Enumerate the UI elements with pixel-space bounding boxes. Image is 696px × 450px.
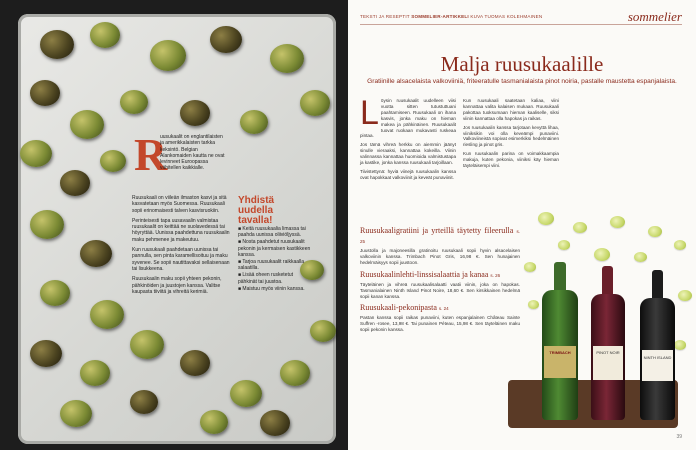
brussels-sprout: [40, 280, 70, 306]
recipe-title: Ruusukaalinlehti-linssisalaattia ja kanaa s. 26: [360, 269, 501, 279]
body-paragraph: Kun ruusukaali saatetaan kaliaa, viini kannattaa valita kalaisen mukaan. Ruusukaali pakottaa tuoksumaan hieman kaaliselle, siksi viinin kannattaa olla hapokas ja raikas.: [463, 98, 559, 121]
sidebar-item: ■ Keitä ruusukaalia limassa tai paahda uunissa oliiviöljyssä.: [238, 226, 306, 239]
brussels-sprout: [30, 80, 60, 106]
recipe-text: Juustolla ja majoneesilla gratinoitu ruusukaali sopii hyvin alsacelaisen valkoviinin kanssa. Trimbach Pinot Gris, 16,98 €. Sen hunajainen hedelmäisyys sopii juustoon.: [360, 248, 520, 265]
recipes-column: [360, 222, 520, 336]
body-paragraph: öysin ruusukaalit uudelleen viisi vuotta sitten tutustuttuani paahtamiseen. Ruusukaali on ihana kasvis, jonka maku on hieman makea ja pähkinäinen. Ruusukaalit tuovat ruokaan mukavasti ruskeaa pintaa.: [360, 98, 456, 139]
brussels-sprout: [200, 410, 228, 434]
section-name: sommelier: [627, 9, 682, 24]
left-dropcap: R: [134, 129, 168, 180]
brussels-sprout: [90, 300, 124, 329]
brussels-sprout: [240, 110, 268, 134]
credits-line: TEKSTI JA RESEPTIT SOMMELIER-ARTIKKELI KUVA TUOMAS KOLEHMAINEN: [360, 14, 543, 19]
sprout-slice: [610, 216, 625, 228]
intro-column: [132, 195, 230, 299]
right-page: TEKSTI JA RESEPTIT SOMMELIER-ARTIKKELI KUVA TUOMAS KOLEHMAINEN sommelier Malja ruusukaalille Gratiinille alsacelaista valkoviiniä, friteeratulle tasmanialaista pinot noiria, pastalle maustetta espanjalaista. L öysin ruusukaalit uudelleen viisi vuotta sitten tutustuttuani paahtamiseen. Ruusukaali on ihana kasvis, jonka maku on hieman makea ja pähkinäinen. Ruusukaalit tuovat ruokaan mukavasti ruskeaa pintaa. Jos tämä vihreä herkku on aiemmin jäänyt sinulle vieraaksi, kannattaa kokeilla. Viinin valinnassa kannattaa huomioida valmistustapa ja kastike, jonka kanssa ruusukaali tarjoillaan. Tiivistettynä: hyviä viinejä ruusukaalin kanssa ovat hapokkaat valkoviinit ja keveät punaviinit. Kun ruusukaali saatetaan kaliaa, viini kannattaa valita kalaisen mukaan. Ruusukaali pakottaa tuoksumaan hieman kaaliselle, siksi viinin kannattaa olla hapokas ja raikas. Jos ruusukaalin kanssa tarjotaan kevyttä lihaa, viiniksikin voi olla keveämpi punaviini. Valkoviineistä sopivat esimerkiksi hedelmäinen riesling ja pinot gris. Kun ruusukaalin parina on voimakkaampia makuja, kuten pekonia, viiniksi käy hieman täyteläisempi viini. Ruusukaaligratiini ja yrteillä täytetty fileerulla s. 25 Juustolla ja majoneesilla gratinoitu ruusukaali sopii hyvin alsacelaisen valkoviinin kanssa. Trimbach Pinot Gris, 16,98 €. Sen hunajainen hedelmäisyys sopii juustoon. Ruusukaalinlehti-linssisalaattia ja kanaa s. 26 Täyteläinen ja vihreä ruusukaalisalaatti vaatii viinin, joka on hapokas. Tasmanialainen Ninth Island Pinot Noire, 18,60 €. Sen kirsikkainen hedelmä sopii kanan kanssa. Ruusukaali-pekonipasta s. 24 Pastan kanssa sopii raikas punaviini, kuten espanjalainen Château Sainte Suffren -rosee, 13,98 €. Tai punainen Péteau, 15,98 €. Sen täyteläinen maku sopii pekonin kanssa. TRIMBACH PINOT NOIR NINTH ISLAND 39: [348, 0, 696, 450]
brussels-sprout: [130, 330, 164, 359]
article-subtitle: Gratiinille alsacelaista valkoviiniä, friteeratulle tasmanialaista pinot noiria, pastalle maustetta espanjalaista.: [367, 78, 677, 85]
sprout-slice: [674, 240, 686, 250]
brussels-sprout: [280, 360, 310, 386]
brussels-sprout: [270, 44, 304, 73]
brussels-sprout: [100, 150, 126, 172]
brussels-sprout: [80, 240, 112, 267]
brussels-sprout: [300, 90, 330, 116]
recipe-text: Täyteläinen ja vihreä ruusukaalisalaatti vaatii viinin, joka on hapokas. Tasmanialainen Ninth Island Pinot Noire, 18,60 €. Sen kirsikkainen hedelmä sopii kanan kanssa.: [360, 281, 520, 299]
body-paragraph: Jos tämä vihreä herkku on aiemmin jäänyt sinulle vieraaksi, kannattaa kokeilla. Viinin valinnassa kannattaa huomioida valmistustapa ja kastike, jonka kanssa ruusukaali tarjoillaan.: [360, 142, 456, 166]
sprout-slice: [648, 226, 662, 237]
intro-paragraph: uusukaalit on englantilaisten ja amerikkalaisten tarkka keksintö. Belgian Alankomaiden kautta ne ovat levinneet Euroopassa vähitellen kaikkialle.: [160, 134, 225, 172]
article-title: Malja ruusukaalille: [440, 52, 604, 76]
recipe-text: Pastan kanssa sopii raikas punaviini, kuten espanjalainen Château Sainte Suffren -rosee, 13,98 €. Tai punainen Péteau, 15,98 €. Sen täyteläinen maku sopii pekonin kanssa.: [360, 315, 520, 333]
brussels-sprout: [150, 40, 186, 71]
brussels-sprout: [180, 350, 210, 376]
brussels-sprout: [30, 340, 62, 367]
brussels-sprout: [60, 170, 90, 196]
body-paragraph: Jos ruusukaalin kanssa tarjotaan kevyttä lihaa, viiniksikin voi olla keveämpi punaviini. Valkoviineistä sopivat esimerkiksi hedelmäinen riesling ja pinot gris.: [463, 124, 559, 148]
brussels-sprout: [40, 30, 74, 59]
intro-paragraph: Ruusukaali on viileän ilmaston kasvi ja sitä kasvatetaan myös Suomessa. Ruusukaali sopii erinomaisesti talven kasvisruokiin.: [132, 195, 227, 214]
sprout-slice: [524, 262, 536, 272]
page-number: 39: [676, 434, 682, 440]
sprout-slice: [558, 240, 570, 250]
brussels-sprout: [90, 22, 120, 48]
body-paragraph: Tiivistettynä: hyviä viinejä ruusukaalin kanssa ovat hapokkaat valkoviinit ja keveät punaviinit.: [360, 168, 456, 180]
header-rule: [360, 24, 682, 25]
intro-paragraph: Ruusukaalin maku sopii yhteen pekonin, pähkinöiden ja juustojen kanssa. Valitse kaupasta tiiviitä ja vihreitä kerimiä.: [132, 276, 222, 295]
sidebar-item: ■ Tarjoa ruusukaalit raikkaalla salaatilla.: [238, 259, 305, 272]
sprout-slice: [678, 290, 692, 301]
sidebar-item: ■ Nosta paahdetut ruusukaalit pekonin ja kermaisen kastikkeen kanssa.: [238, 239, 311, 258]
recipe-title: Ruusukaaligratiini ja yrteillä täytetty fileerulla s. 25: [360, 226, 520, 244]
brussels-sprout: [20, 140, 52, 167]
sprout-slice: [634, 252, 647, 262]
article-dropcap: L: [360, 94, 379, 132]
brussels-sprout: [80, 360, 110, 386]
brussels-sprout: [30, 210, 64, 239]
sprout-slice: [573, 222, 587, 233]
sidebar-item: ■ Maistuu myös viinin kanssa.: [238, 285, 305, 292]
sprout-slice: [538, 212, 554, 225]
brussels-sprout: [210, 26, 242, 53]
brussels-sprout: [130, 390, 158, 414]
intro-paragraph: Kun ruusukaali paahdetaan uunissa tai pannulla, sen pinta karamellisoituu ja maku syvenee. Se sopii nautittavaksi sellaisenaan tai lisukkeena.: [132, 247, 230, 272]
brussels-sprout: [230, 380, 262, 407]
body-column-2: [463, 98, 559, 172]
sprout-slice: [594, 248, 610, 261]
brussels-sprout: [260, 410, 290, 436]
brussels-sprout: [310, 320, 336, 342]
sprout-slice: [528, 300, 539, 309]
sidebar-list: [238, 226, 312, 293]
recipe-title: Ruusukaali-pekonipasta s. 24: [360, 303, 449, 313]
brussels-sprout: [60, 400, 92, 427]
body-paragraph: Kun ruusukaalin parina on voimakkaampia makuja, kuten pekonia, viiniksi käy hieman täyteläisempi viini.: [463, 151, 559, 169]
brussels-sprout: [120, 90, 148, 114]
brussels-sprout: [180, 100, 210, 126]
sidebar-item: ■ Lisää oheen rusketetut pähkinät tai juustoa.: [238, 272, 294, 285]
body-column-1: [360, 94, 456, 184]
sprout-slice: [674, 340, 686, 350]
brussels-sprout: [70, 110, 104, 139]
intro-paragraph: Perinteisesti tapa uusavaalin valmistaa ruusukaalit on keittää ne suolavedessä tai höyryttää. Uunissa paahdettuna ruusukaalin maku pehmenee ja makeutuu.: [132, 217, 230, 243]
intro-column-top: [160, 134, 226, 176]
sidebar-title: Yhdistä uudella tavalla!: [238, 195, 275, 226]
